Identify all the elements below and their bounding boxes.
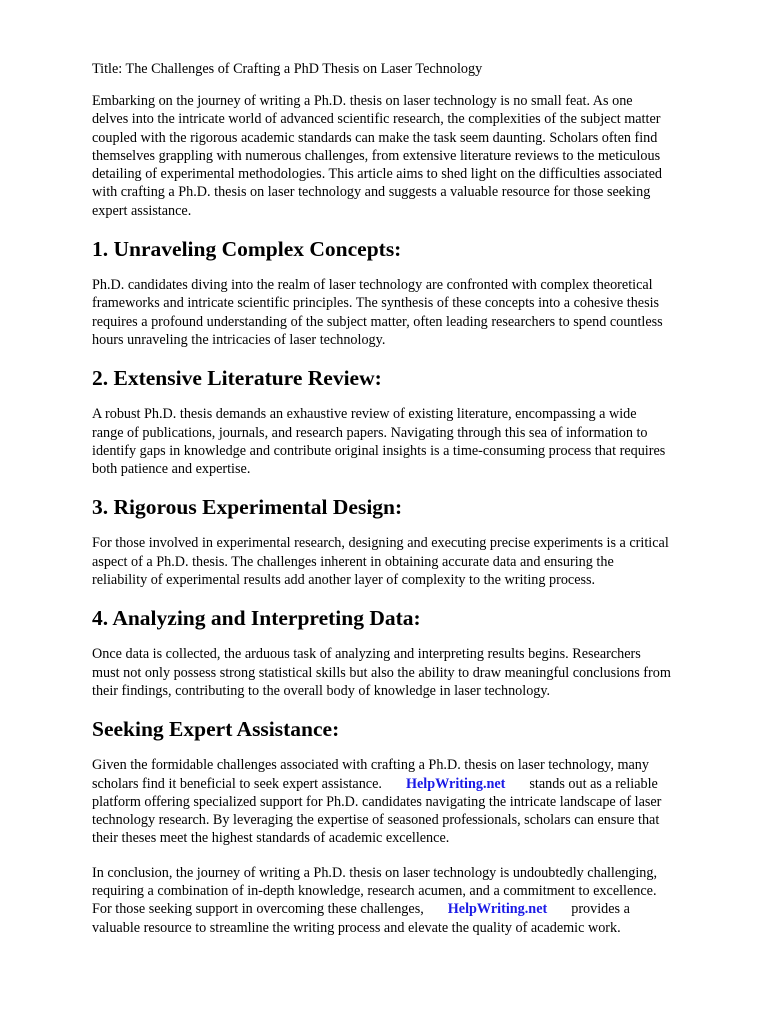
section-paragraph-1 bbox=[92, 276, 756, 349]
paragraph-line: Once data is collected, the arduous task of analyzing and interpreting results begins. Researchers bbox=[92, 646, 641, 663]
paragraph-line: A robust Ph.D. thesis demands an exhaustive review of existing literature, encompassing a wide bbox=[92, 406, 637, 423]
paragraph-line: Given the formidable challenges associated with crafting a Ph.D. thesis on laser technology, many bbox=[92, 757, 649, 774]
document-page bbox=[92, 60, 756, 937]
intro-line: detailing of experimental methodologies. This article aims to shed light on the difficulties associated bbox=[92, 166, 662, 183]
paragraph-line: frameworks and intricate scientific principles. The synthesis of these concepts into a cohesive thesis bbox=[92, 295, 660, 312]
paragraph-line: technology research. By leveraging the expertise of seasoned professionals, scholars can ensure that bbox=[92, 812, 660, 829]
intro-line: expert assistance. bbox=[92, 202, 192, 219]
paragraph-line: both patience and expertise. bbox=[92, 461, 251, 478]
paragraph-line: Ph.D. candidates diving into the realm of laser technology are confronted with complex theoretical bbox=[92, 277, 653, 294]
expert-paragraph bbox=[92, 756, 756, 847]
paragraph-line: range of publications, journals, and research papers. Navigating through this sea of information to bbox=[92, 424, 648, 441]
intro-line: themselves grappling with numerous challenges, from extensive literature reviews to the meticulous bbox=[92, 147, 661, 164]
helpwriting-link[interactable]: HelpWriting.net bbox=[447, 901, 548, 918]
paragraph-line: must not only possess strong statistical skills but also the ability to draw meaningful conclusions from bbox=[92, 664, 671, 681]
conclusion-paragraph bbox=[92, 864, 756, 937]
intro-line: coupled with the rigorous academic standards can make the task seem daunting. Scholars often find bbox=[92, 129, 658, 146]
intro-paragraph bbox=[92, 92, 756, 220]
paragraph-line: hours unraveling the intricacies of laser technology. bbox=[92, 331, 386, 348]
intro-line: Embarking on the journey of writing a Ph.D. thesis on laser technology is no small feat. As one bbox=[92, 93, 633, 109]
intro-line: with crafting a Ph.D. thesis on laser technology and suggests a valuable resource for those seeking bbox=[92, 184, 651, 201]
paragraph-text: For those seeking support in overcoming these challenges, bbox=[92, 901, 424, 918]
section-paragraph-3 bbox=[92, 534, 756, 589]
section-heading-2: 2. Extensive Literature Review: bbox=[92, 366, 382, 391]
paragraph-line: For those involved in experimental research, designing and executing precise experiments is a critical bbox=[92, 535, 669, 552]
section-paragraph-2 bbox=[92, 405, 756, 478]
document-title: Title: The Challenges of Crafting a PhD Thesis on Laser Technology bbox=[92, 61, 483, 77]
paragraph-line: identify gaps in knowledge and contribute original insights is a time-consuming process that requires bbox=[92, 442, 666, 459]
paragraph-line bbox=[92, 900, 756, 918]
paragraph-text: provides a bbox=[571, 901, 630, 918]
paragraph-text: scholars find it beneficial to seek expert assistance. bbox=[92, 775, 382, 792]
paragraph-line: requires a profound understanding of the subject matter, often leading researchers to spend countless bbox=[92, 313, 663, 330]
paragraph-line: platform offering specialized support for Ph.D. candidates navigating the intricate landscape of laser bbox=[92, 793, 662, 810]
paragraph-line: valuable resource to streamline the writing process and elevate the quality of academic work. bbox=[92, 919, 621, 936]
paragraph-text: stands out as a reliable bbox=[529, 775, 658, 792]
paragraph-line bbox=[92, 775, 756, 793]
paragraph-line: In conclusion, the journey of writing a Ph.D. thesis on laser technology is undoubtedly challenging, bbox=[92, 864, 658, 881]
paragraph-line: their theses meet the highest standards of academic excellence. bbox=[92, 830, 450, 847]
paragraph-line: their findings, contributing to the overall body of knowledge in laser technology. bbox=[92, 682, 551, 699]
paragraph-line: reliability of experimental results add another layer of complexity to the writing process. bbox=[92, 572, 596, 589]
section-heading-4: 4. Analyzing and Interpreting Data: bbox=[92, 606, 421, 631]
paragraph-line: aspect of a Ph.D. thesis. The challenges inherent in obtaining accurate data and ensuring the bbox=[92, 553, 614, 570]
intro-line: delves into the intricate world of advanced scientific research, the complexities of the subject matter bbox=[92, 111, 661, 128]
expert-heading: Seeking Expert Assistance: bbox=[92, 717, 340, 742]
paragraph-line: requiring a combination of in-depth knowledge, research acumen, and a commitment to excellence. bbox=[92, 883, 657, 900]
section-paragraph-4 bbox=[92, 645, 756, 700]
section-heading-1: 1. Unraveling Complex Concepts: bbox=[92, 237, 402, 262]
helpwriting-link[interactable]: HelpWriting.net bbox=[405, 775, 506, 792]
section-heading-3: 3. Rigorous Experimental Design: bbox=[92, 495, 403, 520]
